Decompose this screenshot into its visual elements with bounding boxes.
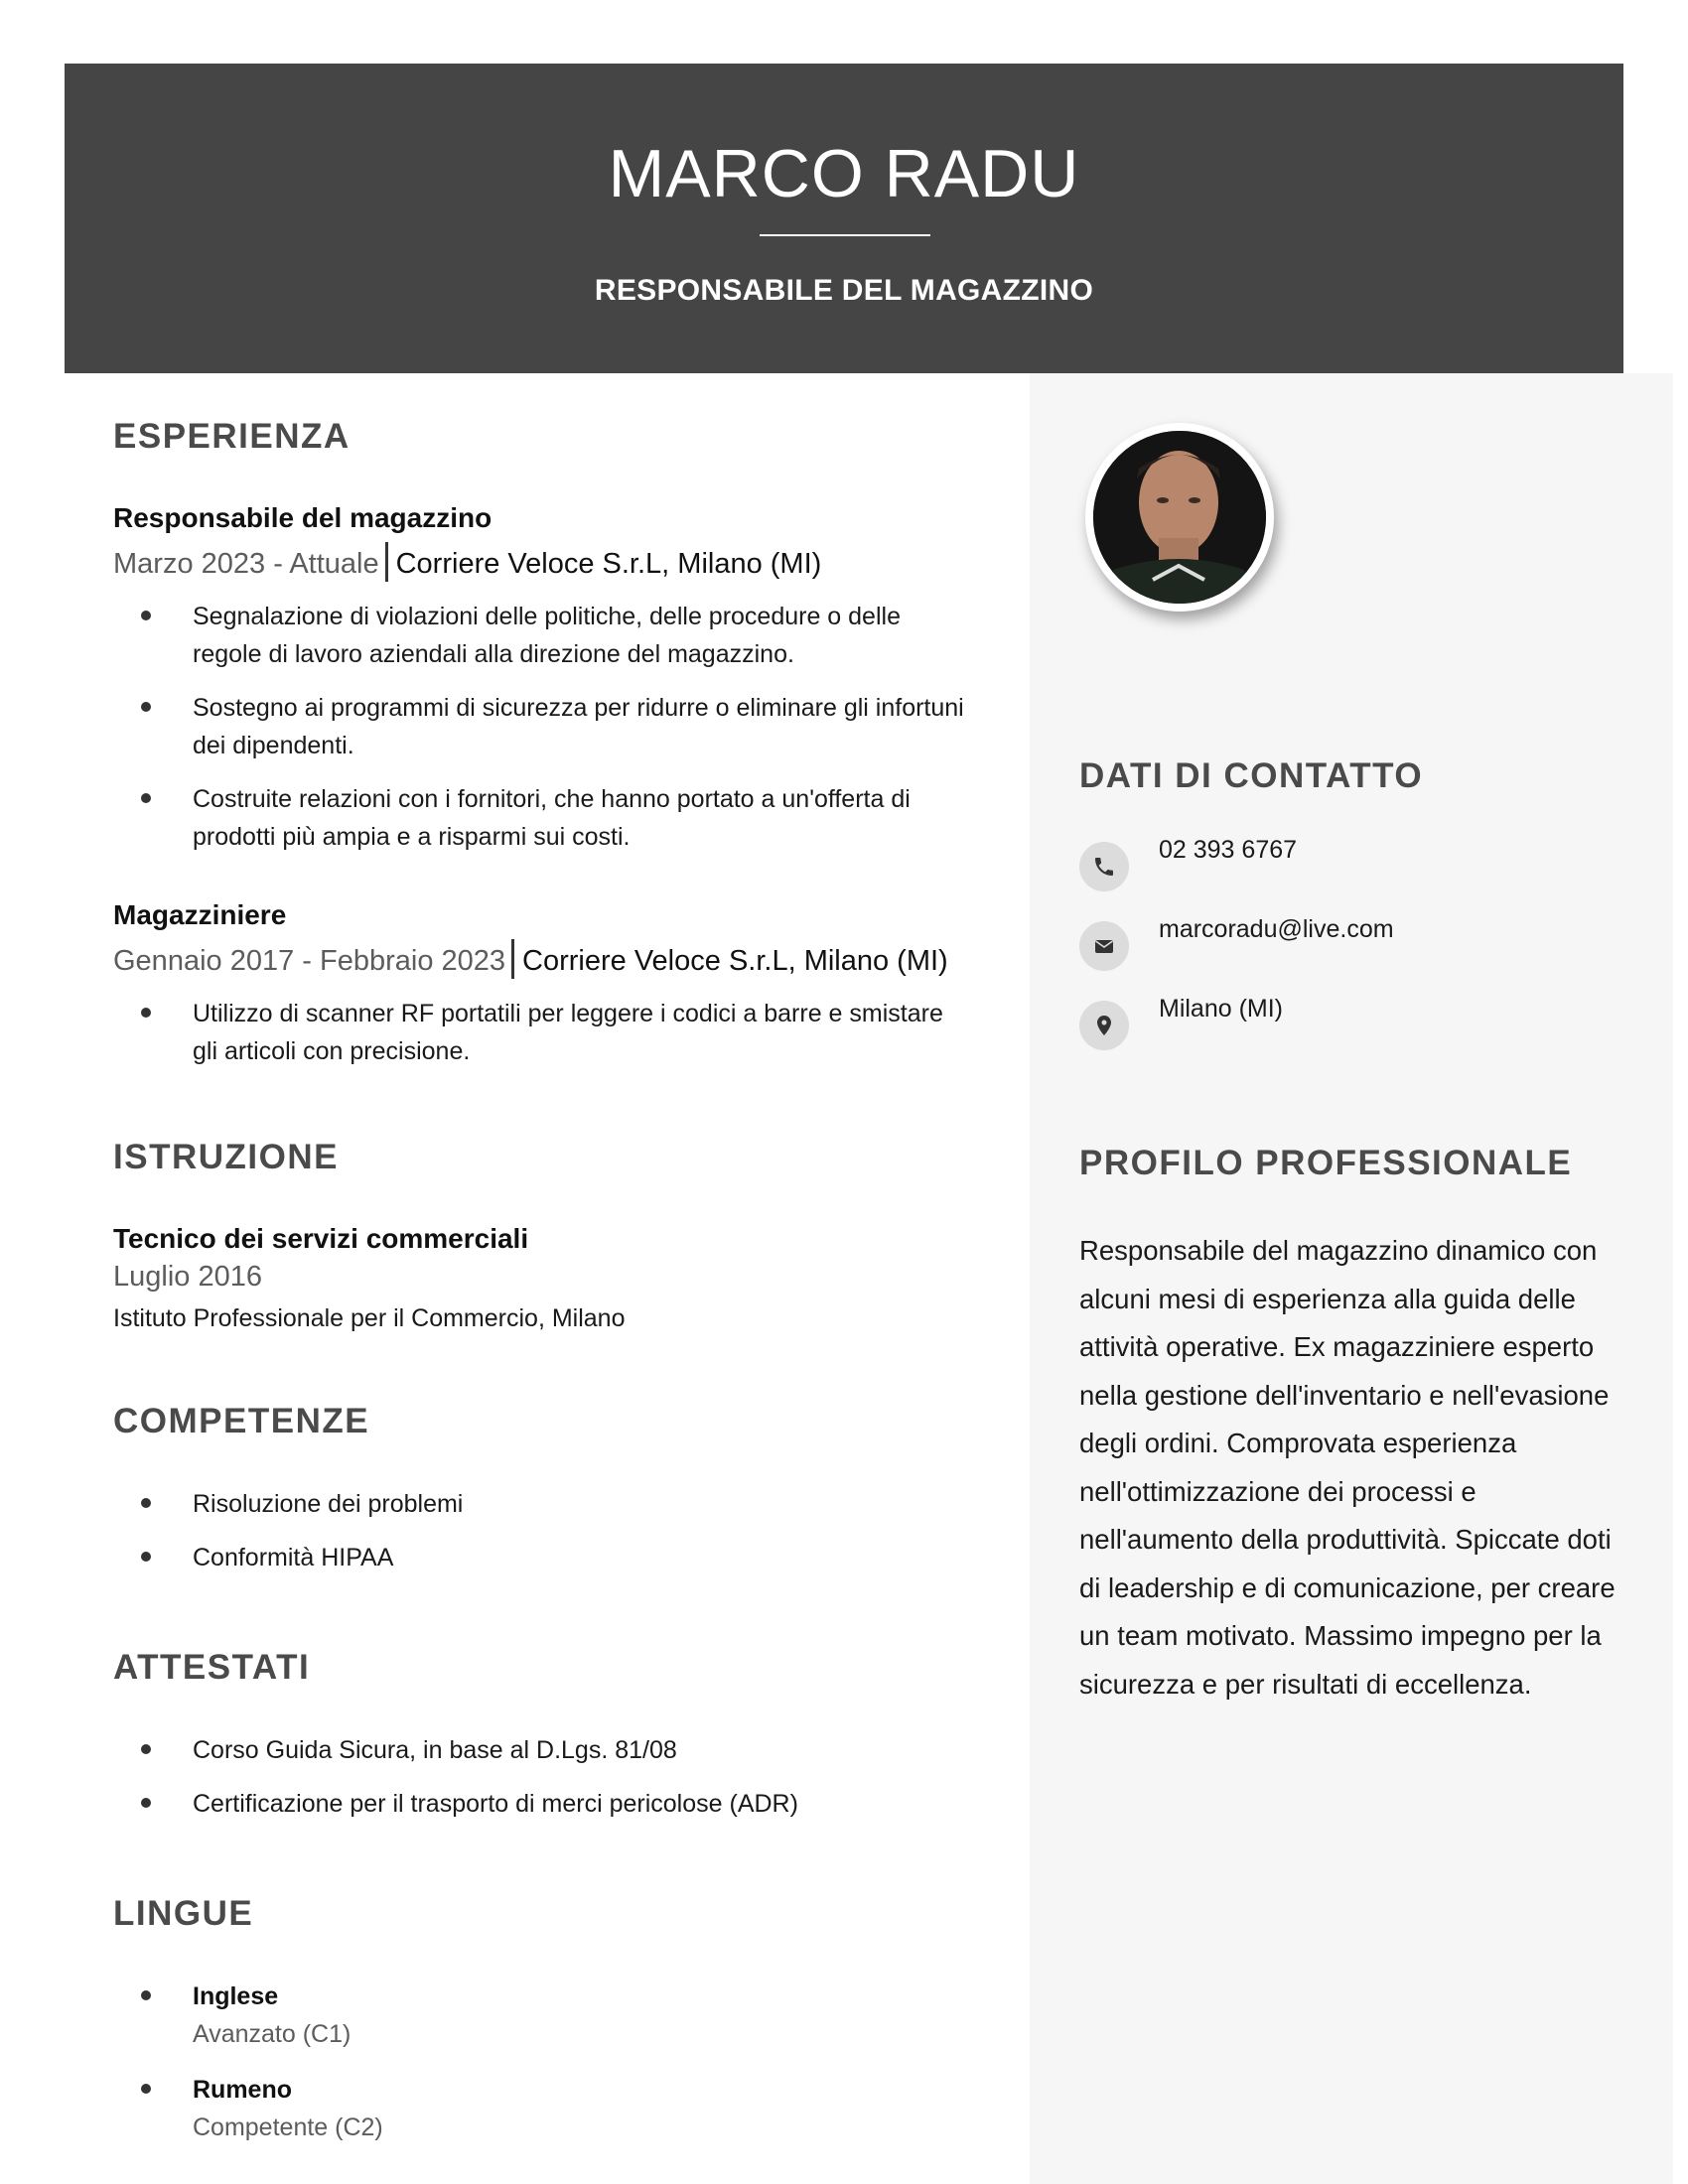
language-name: Inglese — [193, 1982, 279, 2010]
bullet-text: Utilizzo di scanner RF portatili per leggere i codici a barre e smistare gli articoli con precisione. — [193, 1000, 943, 1065]
bullet-dot — [141, 1552, 151, 1562]
bullet-text: Segnalazione di violazioni delle politiche, delle procedure o delle regole di lavoro aziendali alla direzione del magazzino. — [193, 603, 901, 668]
portrait-icon — [1093, 431, 1266, 604]
meta-separator — [385, 542, 388, 582]
experience-section-title: ESPERIENZA — [113, 417, 351, 456]
list-item — [113, 689, 967, 764]
contact-section-title: DATI DI CONTATTO — [1079, 756, 1424, 795]
job-dates-1: Marzo 2023 - Attuale — [113, 548, 379, 580]
contact-phone — [1079, 836, 1635, 886]
location-text: Milano (MI) — [1159, 995, 1284, 1023]
list-item — [113, 1785, 967, 1823]
job-company-2: Corriere Veloce S.r.L, Milano (MI) — [522, 945, 948, 977]
certificates-section-title: ATTESTATI — [113, 1648, 311, 1687]
bullet-dot — [141, 702, 151, 712]
certificate-text: Corso Guida Sicura, in base al D.Lgs. 81/08 — [193, 1736, 677, 1764]
bullet-dot — [141, 1008, 151, 1018]
phone-icon — [1079, 842, 1129, 891]
skill-text: Conformità HIPAA — [193, 1544, 394, 1571]
mail-icon — [1079, 921, 1129, 971]
education-date: Luglio 2016 — [113, 1261, 262, 1293]
bullet-dot — [141, 793, 151, 803]
list-item — [113, 1539, 967, 1576]
profile-summary: Responsabile del magazzino dinamico con alcuni mesi di esperienza alla guida delle attività operative. Ex magazziniere esperto nella gestione dell'inventario e nell'evasione degli ordini. Comprovata esperienza nell'ottimizzazione dei processi e nell'aumento della produttività. Spiccate doti di leadership e di comunicazione, per creare un team motivato. Massimo impegno per la sicurezza e per risultati di eccellenza. — [1079, 1235, 1616, 1700]
list-item — [113, 2071, 967, 2146]
profile-photo-frame — [1085, 423, 1274, 612]
location-pin-icon — [1079, 1001, 1129, 1050]
job-dates-2: Gennaio 2017 - Febbraio 2023 — [113, 945, 506, 977]
certificates-list — [113, 1731, 967, 1839]
contact-email — [1079, 915, 1635, 965]
list-item — [113, 1978, 967, 2053]
job-title-2: Magazziniere — [113, 899, 287, 930]
phone-number[interactable]: 02 393 6767 — [1159, 836, 1298, 864]
sidebar — [1030, 373, 1673, 2184]
contact-location — [1079, 995, 1635, 1044]
language-level: Competente (C2) — [193, 2114, 383, 2141]
resume-header — [65, 64, 1623, 373]
bullet-dot — [141, 2084, 151, 2094]
bullet-dot — [141, 1744, 151, 1754]
email-address[interactable]: marcoradu@live.com — [1159, 915, 1394, 943]
job-company-1: Corriere Veloce S.r.L, Milano (MI) — [395, 548, 822, 580]
language-name: Rumeno — [193, 2076, 292, 2104]
list-item — [113, 1731, 967, 1769]
bullet-dot — [141, 1990, 151, 2000]
education-degree: Tecnico dei servizi commerciali — [113, 1223, 529, 1254]
list-item — [113, 995, 967, 1070]
languages-list — [113, 1978, 967, 2162]
candidate-name: MARCO RADU — [608, 136, 1080, 211]
profile-section-title: PROFILO PROFESSIONALE — [1079, 1144, 1573, 1182]
languages-section-title: LINGUE — [113, 1894, 254, 1933]
bullet-text: Costruite relazioni con i fornitori, che hanno portato a un'offerta di prodotti più ampia e a risparmi sui costi. — [193, 785, 911, 851]
resume-page — [65, 64, 1673, 2184]
bullet-dot — [141, 611, 151, 620]
bullet-text: Sostegno ai programmi di sicurezza per ridurre o eliminare gli infortuni dei dipendenti. — [193, 694, 964, 759]
list-item — [113, 780, 967, 856]
meta-separator — [511, 939, 514, 979]
education-section-title: ISTRUZIONE — [113, 1138, 339, 1176]
education-school: Istituto Professionale per il Commercio, Milano — [113, 1304, 626, 1332]
job-title-1: Responsabile del magazzino — [113, 502, 492, 533]
header-divider — [760, 234, 930, 236]
profile-photo — [1093, 431, 1266, 604]
language-level: Avanzato (C1) — [193, 2020, 352, 2048]
list-item — [113, 598, 967, 673]
bullet-dot — [141, 1498, 151, 1508]
skill-text: Risoluzione dei problemi — [193, 1490, 464, 1518]
skills-list — [113, 1485, 967, 1592]
job-bullets-1 — [113, 598, 967, 872]
job-meta-2 — [113, 939, 948, 979]
list-item — [113, 1485, 967, 1523]
skills-section-title: COMPETENZE — [113, 1402, 370, 1440]
bullet-dot — [141, 1798, 151, 1808]
candidate-role: RESPONSABILE DEL MAGAZZINO — [594, 274, 1094, 307]
job-meta-1 — [113, 542, 821, 582]
job-bullets-2 — [113, 995, 967, 1086]
certificate-text: Certificazione per il trasporto di merci pericolose (ADR) — [193, 1790, 798, 1818]
